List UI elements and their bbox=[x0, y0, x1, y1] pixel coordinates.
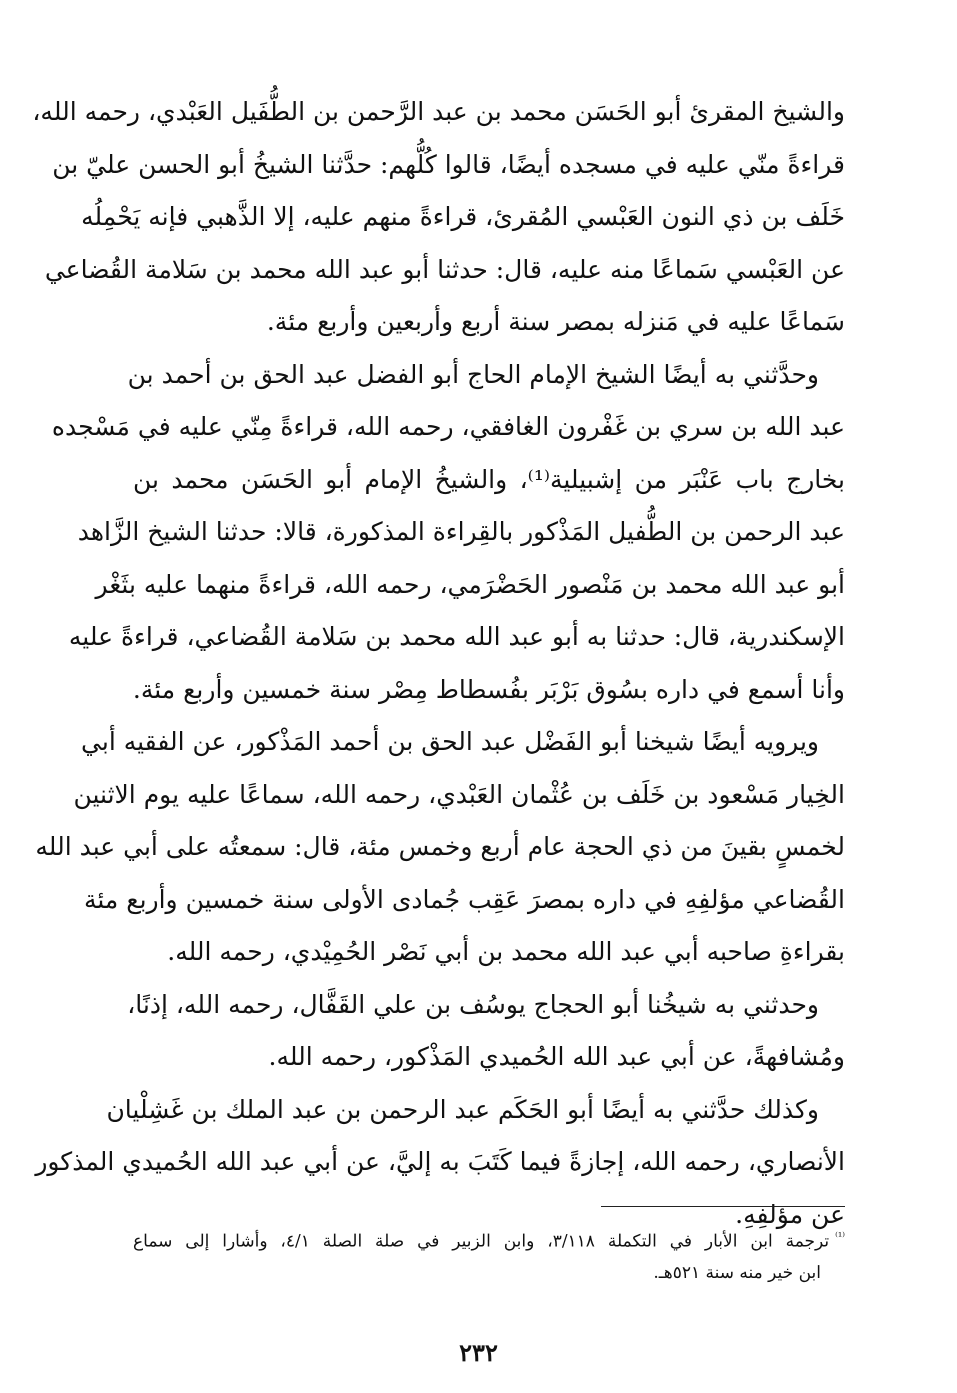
text-line: وحدثني به شيخُنا أبو الحجاج يوسُف بن علي القَفَّال، رحمه الله، إذنًا، bbox=[127, 989, 819, 1019]
footnote-text: ترجمة ابن الأبار في التكملة ٣/١١٨، وابن الزبير في صلة الصلة ٤/١، وأشارا إلى سماع bbox=[133, 1231, 830, 1252]
text-line: عبد الرحمن بن الطُّفيل المَذْكور بالقِراءة المذكورة، قالا: حدثنا الشيخ الزَّاهد bbox=[77, 517, 845, 546]
text-line: وأنا أسمع في داره بسُوق بَرْبَر بفُسطاط مِصْر سنة خمسين وأربع مئة. bbox=[132, 674, 845, 704]
text-line: سَماعًا عليه في مَنزله بمصر سنة أربع وأربعين وأربع مئة. bbox=[266, 307, 845, 336]
text-line: القُضاعي مؤلفِهِ في داره بمصرَ عَقِب جُمادى الأولى سنة خمسين وأربع مئة bbox=[83, 884, 845, 914]
text-line: وكذلك حدَّثني به أيضًا أبو الحَكَم عبد الرحمن بن عبد الملك بن غَشِلْيان bbox=[106, 1094, 819, 1124]
footnote-separator bbox=[601, 1206, 845, 1207]
text-line: الأنصاري، رحمه الله، إجازةً فيما كَتَبَ به إليَّ، عن أبي عبد الله الحُميدي المذكور bbox=[35, 1147, 845, 1176]
text-line: بقراءةِ صاحبه أبي عبد الله محمد بن أبي نَصْر الحُمِيْدي، رحمه الله. bbox=[167, 937, 845, 966]
footnote-line bbox=[133, 1218, 845, 1255]
text-line: خَلَف بن ذي النون العَبْسي المُقرئ، قراءةً منهم عليه، إلا الذَّهبي فإنه يَحْمِلُه bbox=[81, 202, 845, 231]
text-line: عبد الله بن سري بن غَفْرون الغافقي، رحمه الله، قراءةً مِنّي عليه في مَسْجده bbox=[51, 412, 845, 441]
text-line: عن العَبْسي سَماعًا منه عليه، قال: حدثنا أبو عبد الله محمد بن سَلامة القُضاعي bbox=[44, 254, 845, 284]
page-number: ٢٣٢ bbox=[459, 1338, 498, 1367]
footnote bbox=[133, 1218, 845, 1292]
main-text bbox=[32, 86, 845, 1241]
text-line: الخِيار مَسْعود بن خَلَف بن عُثْمان العَبْدي، رحمه الله، سماعًا عليه يوم الاثنين bbox=[73, 779, 845, 809]
text-line: بخارج باب عَنْبَر من إشبيلية⁽¹⁾، والشيخُ الإمام أبو الحَسَن محمد بن bbox=[133, 464, 845, 494]
text-line: وحدَّثني به أيضًا الشيخ الإمام الحاج أبو الفضل عبد الحق بن أحمد بن bbox=[127, 359, 819, 389]
text-line: لخمسٍ بقينَ من ذي الحجة عام أربع وخمس مئة، قال: سمعتُه على أبي عبد الله bbox=[35, 832, 845, 861]
text-line: أبو عبد الله محمد بن مَنْصور الحَضْرَمي، رحمه الله، قراءةً منهما عليه بثَغْر bbox=[95, 569, 845, 599]
footnote-marker: ⁽¹⁾ bbox=[835, 1230, 845, 1243]
text-line: والشيخ المقرئ أبو الحَسَن محمد بن عبد الرَّحمن بن الطُّفَيل العَبْدي، رحمه الله، bbox=[32, 97, 845, 126]
footnote-line: ابن خير منه سنة ٥٢١هـ. bbox=[653, 1263, 821, 1283]
paragraph bbox=[35, 716, 845, 979]
text-line: قراءةً منّي عليه في مسجده أيضًا، قالوا كُلُّهم: حدَّثنا الشيخُ أبو الحسن عليّ بن bbox=[52, 149, 845, 179]
text-line: ويرويه أيضًا شيخنا أبو الفَضْل عبد الحق بن أحمد المَذْكور، عن الفقيه أبي bbox=[81, 727, 819, 756]
text-line: الإسكندرية، قال: حدثنا به أبو عبد الله محمد بن سَلامة القُضاعي، قراءةً عليه bbox=[68, 622, 845, 651]
paragraph bbox=[127, 979, 845, 1084]
paragraph bbox=[32, 86, 845, 349]
paragraph bbox=[51, 349, 845, 717]
text-line: ومُشافهةً، عن أبي عبد الله الحُميدي المَذْكور، رحمه الله. bbox=[268, 1042, 845, 1071]
text-line: عن مؤلفِهِ. bbox=[735, 1199, 845, 1229]
